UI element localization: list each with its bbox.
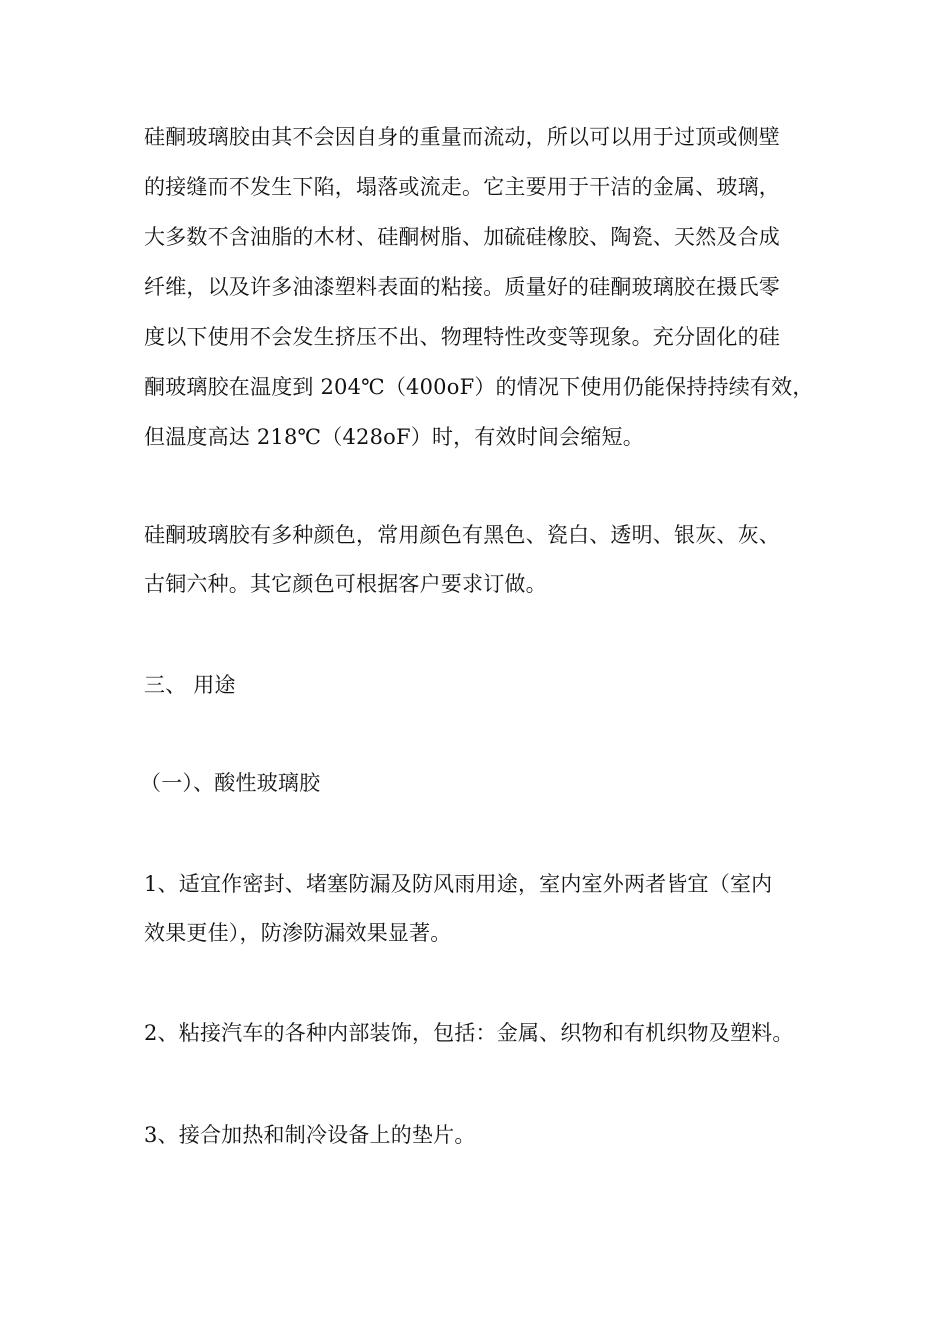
text-line: 纤维，以及许多油漆塑料表面的粘接。质量好的硅酮玻璃胶在摄氏零	[144, 275, 780, 299]
subsection-heading: （一）、酸性玻璃胶	[140, 771, 321, 795]
list-item-3: 3、接合加热和制冷设备上的垫片。	[144, 1123, 476, 1147]
list-item-2: 2、粘接汽车的各种内部装饰，包括：金属、织物和有机织物及塑料。	[144, 1021, 794, 1045]
section-heading: 三、 用途	[144, 673, 236, 697]
text-line: 酮玻璃胶在温度到 204℃（400oF）的情况下使用仍能保持持续有效，	[144, 375, 814, 399]
text-line: 大多数不含油脂的木材、硅酮树脂、加硫硅橡胶、陶瓷、天然及合成	[144, 225, 780, 249]
text-line: 但温度高达 218℃（428oF）时，有效时间会缩短。	[144, 425, 644, 449]
text-line: 度以下使用不会发生挤压不出、物理特性改变等现象。充分固化的硅	[144, 325, 780, 349]
text-line: 效果更佳），防渗防漏效果显著。	[144, 921, 452, 945]
text-line: 硅酮玻璃胶有多种颜色，常用颜色有黑色、瓷白、透明、银灰、灰、	[144, 523, 780, 547]
text-line: 古铜六种。其它颜色可根据客户要求订做。	[144, 572, 547, 596]
text-line: 的接缝而不发生下陷，塌落或流走。它主要用于干洁的金属、玻璃，	[144, 175, 780, 199]
text-line: 1、适宜作密封、堵塞防漏及防风雨用途，室内室外两者皆宜（室内	[144, 872, 773, 896]
text-line: 硅酮玻璃胶由其不会因自身的重量而流动，所以可以用于过顶或侧壁	[144, 125, 780, 149]
